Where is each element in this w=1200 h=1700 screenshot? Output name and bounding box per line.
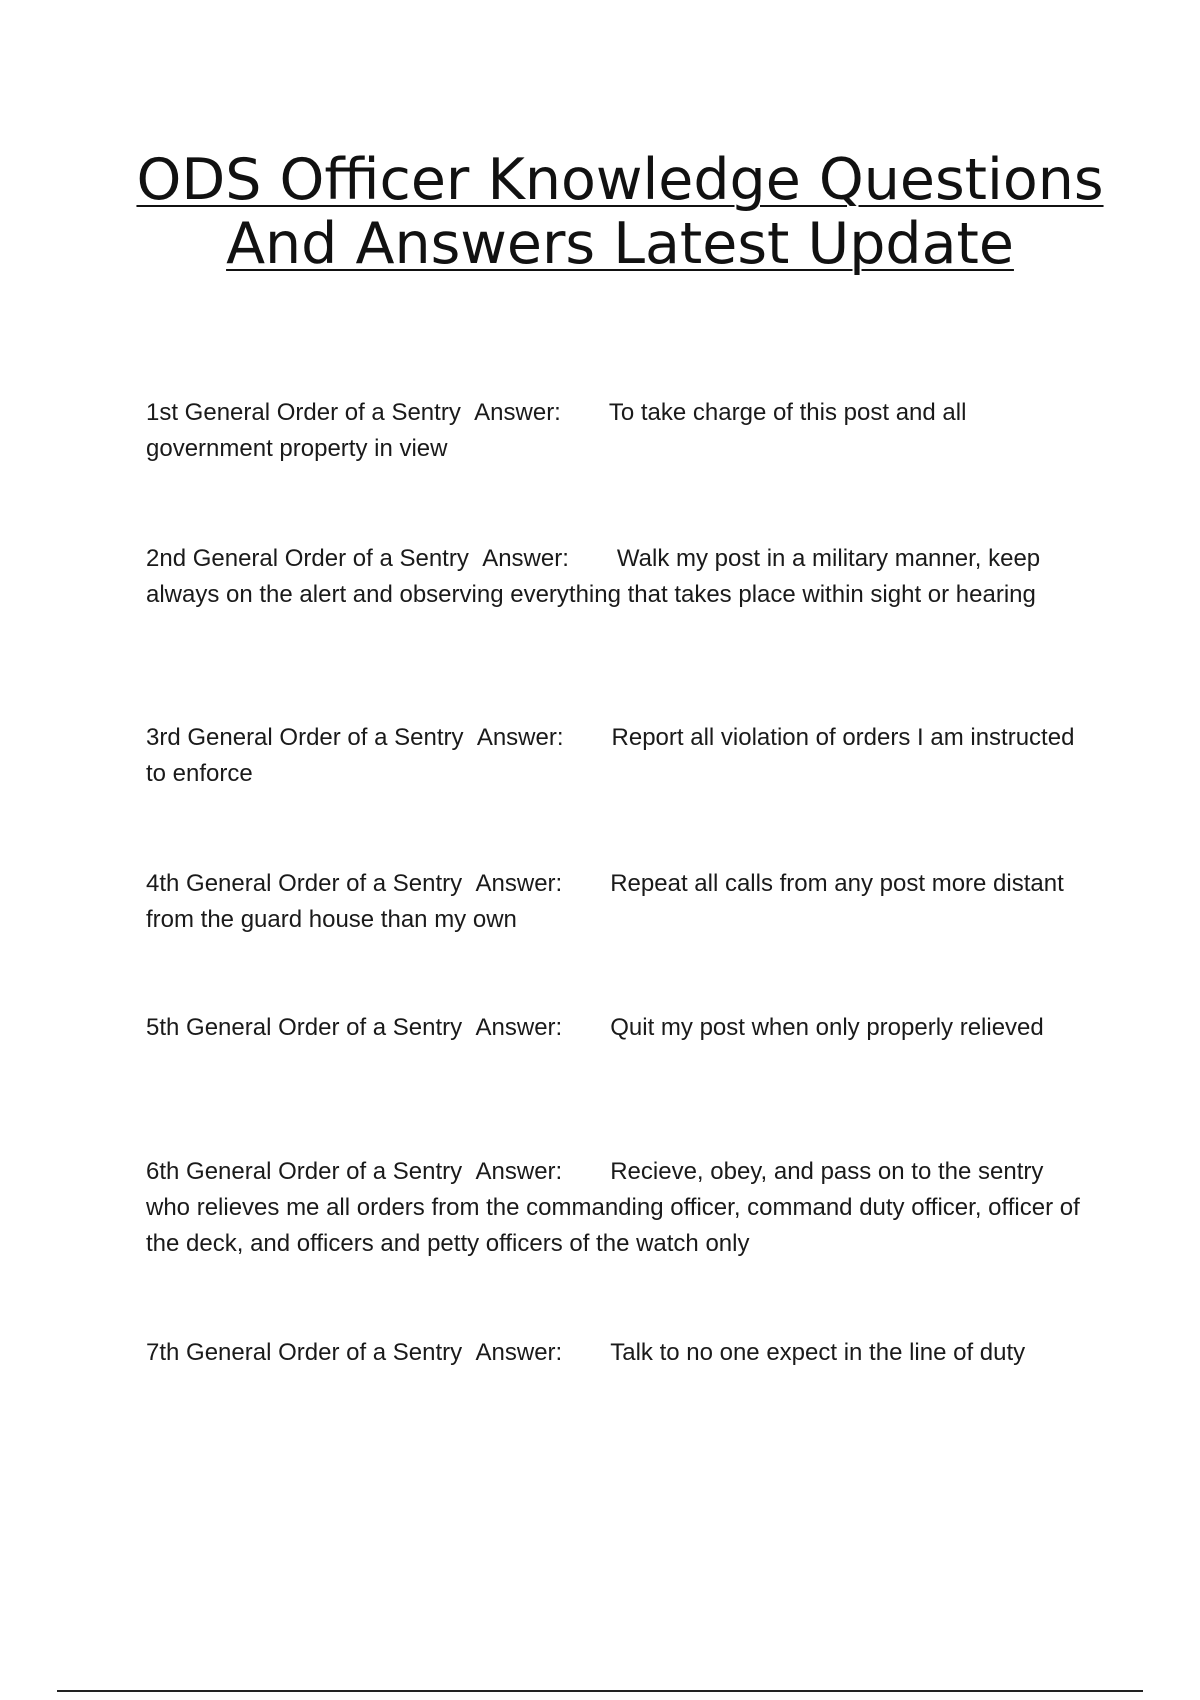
qa-item: [146, 866, 1086, 938]
answer-label: Answer:: [482, 545, 569, 572]
answer-label: Answer:: [474, 399, 561, 426]
answer-label: Answer:: [475, 1158, 563, 1185]
answer-label: Answer:: [475, 870, 563, 897]
answer-text: Report all violation of orders I am instructed to enforce: [146, 724, 1075, 787]
answer-text: Recieve, obey, and pass on to the sentry who relieves me all orders from the commanding officer, command duty officer, officer of the deck, and officers and petty officers of the watch only: [146, 1158, 1080, 1257]
answer-text: Talk to no one expect in the line of duty: [610, 1339, 1026, 1366]
question-text: 4th General Order of a Sentry: [146, 870, 463, 897]
question-text: 1st General Order of a Sentry: [146, 399, 461, 426]
answer-label: Answer:: [475, 1014, 563, 1041]
title-line-2: And Answers Latest Update: [226, 211, 1014, 277]
answer-text: To take charge of this post and all government property in view: [146, 399, 967, 462]
qa-item: [146, 395, 1086, 467]
answer-text: Quit my post when only properly relieved: [610, 1014, 1044, 1041]
qa-item: [146, 1154, 1086, 1262]
answer-label: Answer:: [476, 724, 564, 751]
footer-divider: [57, 1690, 1143, 1692]
question-text: 3rd General Order of a Sentry: [146, 724, 464, 751]
qa-item: [146, 541, 1086, 613]
question-text: 2nd General Order of a Sentry: [146, 545, 469, 572]
qa-item: [146, 720, 1086, 792]
qa-item: [146, 1010, 1086, 1046]
qa-item: [146, 1335, 1086, 1371]
question-text: 5th General Order of a Sentry: [146, 1014, 463, 1041]
title-line-1: ODS Officer Knowledge Questions: [136, 147, 1104, 213]
question-text: 6th General Order of a Sentry: [146, 1158, 463, 1185]
answer-text: Repeat all calls from any post more distant from the guard house than my own: [146, 870, 1064, 933]
document-title: [130, 148, 1110, 276]
question-text: 7th General Order of a Sentry: [146, 1339, 463, 1366]
answer-label: Answer:: [475, 1339, 563, 1366]
answer-text: Walk my post in a military manner, keep always on the alert and observing everything that takes place within sight or hearing: [146, 545, 1041, 608]
